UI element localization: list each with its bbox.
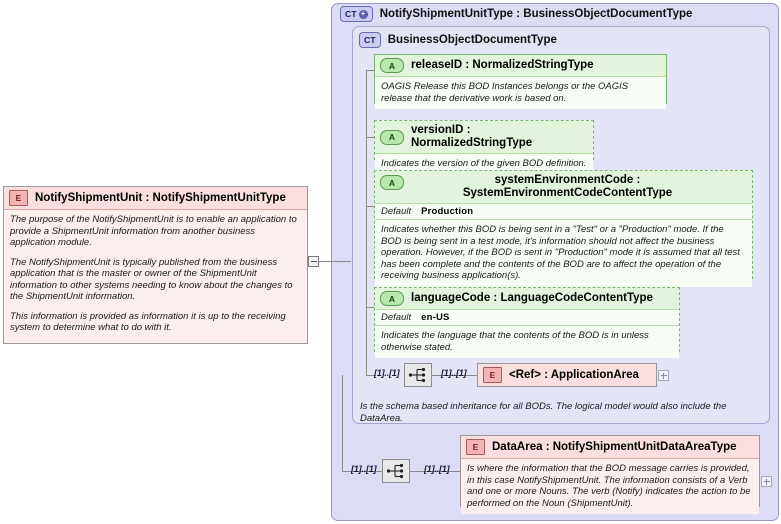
attribute-languagecode-default — [375, 309, 679, 325]
collapse-root-button[interactable] — [308, 256, 319, 267]
element-dataarea[interactable] — [460, 435, 760, 507]
expand-plus-icon[interactable]: + — [359, 10, 368, 19]
outer-complextype-title-text: NotifyShipmentUnitType : BusinessObjectDocumentType — [379, 8, 693, 20]
attribute-spine-line — [366, 70, 367, 375]
dataarea-spine-line — [342, 375, 343, 471]
attribute-releaseid-title — [375, 55, 666, 76]
element-notifyshipmentunit[interactable] — [3, 186, 308, 344]
plus-vertical-bar — [663, 373, 664, 379]
element-dataarea-annotation: Is where the information that the BOD message carries is provided, in this case NotifyShipmentUnit. The information consists of a Verb and one or more Nouns. The verb (Notify) indicates the action to be performed on the Noun (ShipmentUnit). — [461, 458, 759, 514]
attribute-systemenvironmentcode-title — [375, 171, 752, 203]
attribute-badge-icon: A — [380, 130, 404, 145]
minus-bar — [311, 261, 317, 262]
inner-complextype-note: Is the schema based inheritance for all BODs. The logical model would also include the DataArea. — [360, 401, 727, 424]
attribute-systemenvironmentcode-title-text: systemEnvironmentCode : SystemEnvironmentCodeContentType — [462, 174, 673, 199]
default-value: Production — [421, 206, 474, 217]
annotation-paragraph: The NotifyShipmentUnit is typically published from the business application that is the master or owner of the ShipmentUnit information to other systems needing to know about the changes to the ShipmentUnit information. — [10, 256, 293, 302]
element-notifyshipmentunit-title-text: NotifyShipmentUnit : NotifyShipmentUnitType — [35, 191, 286, 204]
attribute-systemenvironmentcode-default — [375, 203, 752, 219]
attribute-languagecode-title — [375, 288, 679, 309]
element-ref-applicationarea-title-text: <Ref> : ApplicationArea — [509, 368, 639, 381]
element-notifyshipmentunit-annotation — [4, 209, 307, 339]
sequence-icon-glyph — [408, 367, 428, 383]
element-badge-icon: E — [466, 439, 485, 455]
connector-versionid — [366, 137, 374, 138]
attribute-versionid[interactable] — [374, 120, 594, 169]
inner-complextype-badge-icon: CT — [359, 32, 381, 48]
plus-vertical-bar — [766, 479, 767, 485]
complextype-badge-icon — [340, 6, 373, 22]
element-ref-applicationarea[interactable] — [477, 363, 657, 387]
sequence-compositor-applicationarea-icon[interactable] — [404, 363, 432, 387]
attribute-versionid-title — [375, 121, 593, 153]
expand-dataarea-button[interactable] — [761, 476, 772, 487]
default-label: Default — [381, 312, 412, 323]
element-badge-icon: E — [483, 367, 502, 383]
attribute-releaseid-annotation: OAGIS Release this BOD Instances belongs or the OAGIS release that the derivative work is based on. — [375, 76, 666, 109]
connector-systemenvironmentcode — [366, 206, 374, 207]
attribute-languagecode[interactable] — [374, 287, 680, 352]
attribute-systemenvironmentcode-annotation: Indicates whether this BOD is being sent in a "Test" or a "Production" mode. If the BOD is being sent in a test mode, it's information should not affect the business operation. However, if the BOD is sent in "Production" mode it is assumed that all test has been complete and the contents of the BOD are to affect the operation of the receiving business application(s). — [375, 219, 752, 287]
sequence-compositor-dataarea-icon[interactable] — [382, 459, 410, 483]
annotation-paragraph: The purpose of the NotifyShipmentUnit is to enable an application to provide a ShipmentUnit information from another business application module. — [10, 214, 297, 248]
attribute-releaseid-title-text: releaseID : NormalizedStringType — [411, 59, 594, 71]
attribute-versionid-title-text: versionID : NormalizedStringType — [411, 124, 533, 149]
inner-complextype-title — [359, 32, 557, 48]
cardinality-right-applicationarea: [1]..[1] — [441, 368, 467, 378]
attribute-badge-icon: A — [380, 175, 404, 190]
element-ref-applicationarea-title — [478, 364, 656, 386]
attribute-badge-icon: A — [380, 58, 404, 73]
element-notifyshipmentunit-title — [4, 187, 307, 209]
cardinality-left-dataarea: [1]..[1] — [351, 464, 377, 474]
attribute-releaseid[interactable] — [374, 54, 667, 104]
sequence-icon-glyph — [386, 463, 406, 479]
cardinality-left-applicationarea: [1]..[1] — [374, 368, 400, 378]
connector-releaseid — [366, 70, 374, 71]
attribute-languagecode-annotation: Indicates the language that the contents of the BOD is in unless otherwise stated. — [375, 325, 679, 358]
element-dataarea-title — [461, 436, 759, 458]
expand-applicationarea-button[interactable] — [658, 370, 669, 381]
complextype-badge-label: CT — [345, 9, 357, 19]
element-dataarea-title-text: DataArea : NotifyShipmentUnitDataAreaType — [492, 440, 737, 453]
cardinality-right-dataarea: [1]..[1] — [424, 464, 450, 474]
connector-root-to-panel — [319, 261, 351, 262]
default-label: Default — [381, 206, 412, 217]
element-badge-icon: E — [9, 190, 28, 206]
attribute-badge-icon: A — [380, 291, 404, 306]
default-value: en-US — [421, 312, 450, 323]
annotation-paragraph: This information is provided as information it is up to the receiving system to determine what to do with it. — [10, 310, 286, 333]
connector-languagecode — [366, 307, 374, 308]
outer-complextype-title — [340, 6, 692, 22]
attribute-languagecode-title-text: languageCode : LanguageCodeContentType — [411, 292, 653, 304]
attribute-versionid-annotation: Indicates the version of the given BOD definition. — [375, 153, 593, 175]
attribute-systemenvironmentcode[interactable] — [374, 170, 753, 279]
inner-complextype-title-text: BusinessObjectDocumentType — [387, 34, 557, 46]
